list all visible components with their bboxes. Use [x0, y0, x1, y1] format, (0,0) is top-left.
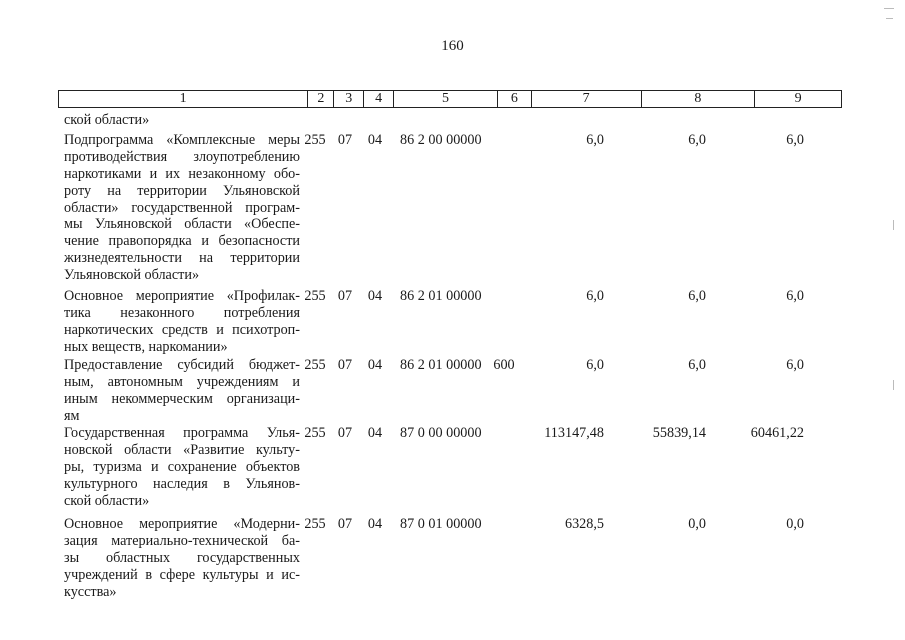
description-line: тика незаконного потребления	[64, 304, 300, 321]
cell-col-8: 55839,14	[652, 424, 706, 441]
description-line: Основное мероприятие «Профилак-	[64, 287, 300, 304]
cell-col-6	[490, 425, 518, 516]
cell-col-3: 07	[337, 131, 353, 148]
scan-mark	[886, 18, 893, 19]
description-line: Предоставление субсидий бюджет-	[64, 356, 300, 373]
description-line: кусства»	[64, 583, 117, 600]
description-line: области» государственной програм-	[64, 199, 300, 216]
cell-col-4: 04	[367, 131, 383, 148]
cell-col-4: 04	[367, 287, 383, 304]
description-line: наркотических средств и психотроп-	[64, 321, 300, 338]
cell-col-5: 87 0 01 00000	[400, 515, 482, 532]
cell-col-8: 6,0	[688, 356, 706, 373]
description-line: ской области»	[64, 112, 150, 128]
cell-col-4: 04	[367, 515, 383, 532]
table-row	[58, 357, 848, 425]
cell-col-6: 600	[493, 356, 515, 373]
scan-mark	[893, 380, 894, 390]
scan-mark	[893, 220, 894, 230]
header-col-7: 7	[532, 91, 642, 107]
table-row	[58, 288, 848, 357]
cell-col-6	[490, 132, 518, 288]
cell-col-7: 113147,48	[544, 424, 604, 441]
cell-col-3: 07	[337, 515, 353, 532]
description-line: Основное мероприятие «Модерни-	[64, 515, 300, 532]
description-line: роту на территории Ульяновской	[64, 182, 300, 199]
description-line: Подпрограмма «Комплексные меры	[64, 131, 300, 148]
cell-col-5: 86 2 01 00000	[400, 356, 482, 373]
header-col-4: 4	[364, 91, 394, 107]
description-line: мы Ульяновской области «Обеспе-	[64, 216, 300, 233]
table-body	[58, 112, 848, 606]
row-description	[58, 112, 300, 132]
cell-col-9: 0,0	[786, 515, 804, 532]
cell-col-9: 6,0	[786, 356, 804, 373]
description-line: ным, автономным учреждениям и	[64, 373, 300, 390]
description-line: жизнедеятельности на территории	[64, 250, 300, 267]
cell-col-4: 04	[367, 424, 383, 441]
cell-col-3: 07	[337, 424, 353, 441]
cell-col-2: 255	[304, 356, 326, 373]
scan-mark	[884, 8, 894, 9]
description-line: зы областных государственных	[64, 549, 300, 566]
header-col-5: 5	[394, 91, 498, 107]
cell-col-9: 60461,22	[750, 424, 804, 441]
description-line: Ульяновской области»	[64, 267, 200, 284]
description-line: ры, туризма и сохранение объектов	[64, 458, 300, 475]
table-row	[58, 516, 848, 606]
cell-col-8: 0,0	[688, 515, 706, 532]
table-row	[58, 425, 848, 516]
cell-col-2: 255	[304, 515, 326, 532]
cell-col-2: 255	[304, 424, 326, 441]
row-description	[58, 288, 300, 357]
description-line: чение правопорядка и безопасности	[64, 233, 300, 250]
page-number: 160	[441, 38, 464, 54]
cell-col-8: 6,0	[688, 287, 706, 304]
cell-col-3: 07	[337, 287, 353, 304]
description-line: культурного наследия в Ульянов-	[64, 475, 300, 492]
cell-col-5: 86 2 01 00000	[400, 287, 482, 304]
description-line: иным некоммерческим организаци-	[64, 390, 300, 407]
row-description	[58, 132, 300, 288]
cell-col-5: 86 2 00 00000	[400, 131, 482, 148]
cell-col-9: 6,0	[786, 131, 804, 148]
description-line: новской области «Развитие культу-	[64, 441, 300, 458]
table-row	[58, 132, 848, 288]
description-line: ных веществ, наркомании»	[64, 338, 228, 355]
cell-col-3: 07	[337, 356, 353, 373]
table-row	[58, 112, 848, 132]
header-col-6: 6	[498, 91, 532, 107]
cell-col-7: 6328,5	[564, 515, 604, 532]
row-description	[58, 425, 300, 516]
row-description	[58, 516, 300, 606]
cell-col-7: 6,0	[586, 287, 604, 304]
cell-col-2: 255	[304, 287, 326, 304]
cell-col-7: 6,0	[586, 131, 604, 148]
cell-col-6	[490, 516, 518, 606]
description-line: ям	[64, 407, 80, 424]
description-line: учреждений в сфере культуры и ис-	[64, 566, 300, 583]
description-line: противодействия злоупотреблению	[64, 148, 300, 165]
description-line: зация материально-технической ба-	[64, 532, 300, 549]
header-col-9: 9	[794, 91, 802, 106]
cell-col-8: 6,0	[688, 131, 706, 148]
description-line: наркотиками и их незаконному обо-	[64, 165, 300, 182]
cell-col-5: 87 0 00 00000	[400, 424, 482, 441]
header-col-1: 1	[59, 91, 308, 107]
cell-col-9: 6,0	[786, 287, 804, 304]
cell-col-2: 255	[304, 131, 326, 148]
cell-col-7: 6,0	[586, 356, 604, 373]
table-header	[58, 90, 842, 108]
header-col-3: 3	[334, 91, 364, 107]
header-col-8: 8	[642, 91, 756, 107]
cell-col-6	[490, 288, 518, 357]
cell-col-4: 04	[367, 356, 383, 373]
header-col-2: 2	[308, 91, 334, 107]
row-description	[58, 357, 300, 425]
description-line: ской области»	[64, 492, 150, 509]
description-line: Государственная программа Улья-	[64, 424, 300, 441]
